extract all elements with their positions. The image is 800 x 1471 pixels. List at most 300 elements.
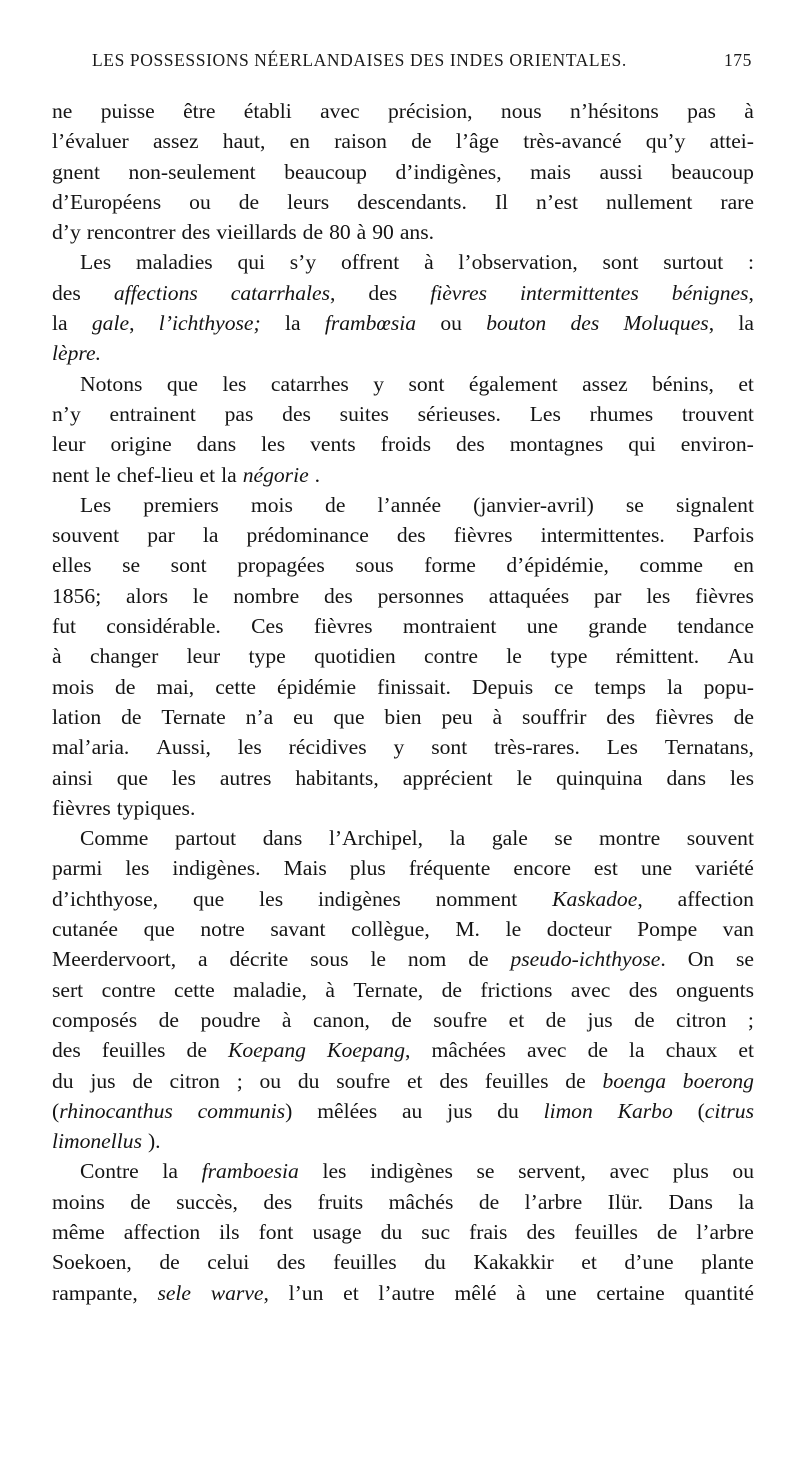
word: par	[593, 583, 622, 608]
word: descendants.	[357, 189, 467, 214]
word: cutanée	[52, 917, 118, 942]
word: type	[550, 644, 588, 669]
word: beaucoup	[284, 159, 367, 184]
word: d’Européens	[52, 189, 162, 214]
word: de	[159, 1250, 180, 1275]
word: communis)	[197, 1098, 293, 1123]
word: la	[738, 311, 754, 336]
word: et	[508, 1007, 525, 1032]
word: frictions	[480, 977, 553, 1002]
word: de	[565, 1068, 586, 1093]
word: des	[526, 1219, 556, 1244]
word: environ-	[680, 432, 754, 457]
word: décrite	[229, 947, 289, 972]
text-line	[52, 399, 754, 429]
text-line	[52, 793, 754, 823]
word: de	[325, 492, 346, 517]
word: dans	[196, 432, 237, 457]
word: la	[449, 826, 466, 851]
word: sert	[52, 977, 84, 1002]
word: du	[424, 1250, 446, 1275]
word: citron	[676, 1007, 727, 1032]
word: de	[121, 704, 142, 729]
word: ou	[440, 311, 462, 336]
text-line	[52, 1066, 754, 1096]
word: temps	[594, 674, 646, 699]
word: la	[52, 311, 68, 336]
word: des	[52, 1038, 81, 1063]
word: van	[722, 917, 754, 942]
word: ne	[52, 99, 73, 123]
word: notre	[200, 917, 245, 942]
word: avec	[609, 1159, 650, 1184]
word: que	[166, 371, 199, 396]
word: gale,	[91, 311, 135, 336]
word: que	[116, 765, 148, 790]
word: soufre	[433, 1007, 488, 1032]
word: gnent	[52, 159, 100, 184]
word: que	[193, 886, 225, 911]
word: de	[238, 189, 260, 214]
word: montre	[599, 826, 661, 851]
word: l’année	[377, 492, 442, 517]
word: aussi	[599, 159, 643, 184]
word: une	[545, 1280, 577, 1305]
word: font	[258, 1219, 294, 1244]
word: catarrhales,	[230, 280, 336, 305]
word: le	[505, 917, 522, 942]
text-line	[52, 914, 754, 944]
word: nom	[407, 947, 447, 972]
word: de	[656, 1219, 678, 1244]
word: le	[95, 462, 111, 487]
word: de	[132, 1068, 153, 1093]
word: Karbo	[617, 1098, 673, 1123]
word: pas	[687, 99, 716, 123]
word: de	[733, 704, 754, 729]
word: bénins,	[652, 371, 714, 396]
word: rhumes	[589, 401, 654, 426]
word: moins	[52, 1189, 105, 1214]
word: à	[744, 99, 754, 123]
word: 90	[372, 220, 394, 245]
text-line	[52, 1096, 754, 1126]
word: d’épidémie,	[506, 553, 609, 578]
word: Ilür.	[607, 1189, 644, 1214]
word: fièvres	[695, 583, 754, 608]
word: de	[634, 1007, 655, 1032]
word: considérable.	[106, 614, 221, 639]
word: boerong	[682, 1068, 754, 1093]
word: Ternatans,	[664, 735, 754, 760]
word: avec	[320, 99, 360, 123]
word: une	[640, 856, 673, 881]
word: Aussi,	[156, 735, 211, 760]
text-line	[52, 732, 754, 762]
word: Pompe	[637, 917, 698, 942]
word: affection	[677, 886, 754, 911]
word: Les	[80, 250, 112, 275]
word: maladies	[135, 250, 213, 275]
word: y	[393, 735, 405, 760]
word: la	[202, 523, 219, 548]
word: de	[478, 1189, 500, 1214]
word: l’Archipel,	[328, 826, 424, 851]
word: de	[468, 947, 489, 972]
word: les	[261, 432, 286, 457]
word: (rhinocanthus	[52, 1098, 173, 1123]
word: indigènes.	[172, 856, 261, 881]
word: rampante,	[52, 1280, 138, 1305]
word: indigènes	[318, 886, 401, 911]
word: boenga	[602, 1068, 667, 1093]
word: servent,	[518, 1159, 586, 1184]
word: Mais	[283, 856, 327, 881]
word: du	[497, 1098, 519, 1123]
word: s’y	[289, 250, 317, 275]
word: frais	[469, 1219, 508, 1244]
word: maladie,	[233, 977, 307, 1002]
word: à	[424, 250, 434, 275]
word: limon	[543, 1098, 593, 1123]
word: de	[391, 1007, 412, 1032]
word: se	[476, 1159, 495, 1184]
word: qui	[628, 432, 656, 457]
word: Koepang	[227, 1038, 306, 1063]
word: établi	[243, 99, 292, 123]
text-line	[52, 1005, 754, 1035]
word: très-avancé	[523, 129, 622, 154]
word: sont	[170, 553, 207, 578]
word: plus	[672, 1159, 709, 1184]
word: souvent	[52, 523, 120, 548]
word: mêlé	[454, 1280, 497, 1305]
word: sont	[431, 735, 468, 760]
word: ou	[259, 1068, 282, 1093]
text-line	[52, 460, 754, 490]
text-line	[52, 126, 754, 156]
word: récidives	[288, 735, 367, 760]
word: certaine	[596, 1280, 665, 1305]
word: des	[276, 1250, 306, 1275]
word: nullement	[606, 189, 693, 214]
text-line	[52, 490, 754, 520]
word: bouton	[486, 311, 547, 336]
word: à	[356, 220, 367, 245]
word: premiers	[143, 492, 219, 517]
word: la	[666, 674, 683, 699]
word: souffrir	[522, 704, 587, 729]
word: que	[333, 704, 365, 729]
word: parmi	[52, 856, 103, 881]
word: du	[52, 1068, 74, 1093]
word: avec	[526, 1038, 567, 1063]
text-line	[52, 278, 754, 308]
word: propagées	[237, 553, 325, 578]
word: le	[506, 644, 522, 669]
word: signalent	[676, 492, 754, 517]
word: l’arbre	[524, 1189, 583, 1214]
word: partout	[174, 826, 237, 851]
word: eu	[293, 704, 314, 729]
word: et	[406, 1068, 423, 1093]
word: quinquina	[556, 765, 643, 790]
word: Soekoen,	[52, 1250, 132, 1275]
word: des	[628, 977, 658, 1002]
word: la	[738, 1189, 754, 1214]
word: M.	[455, 917, 480, 942]
word: bénignes,	[671, 280, 754, 305]
word: jus	[90, 1068, 116, 1093]
word: à	[492, 704, 503, 729]
word: affection	[123, 1219, 201, 1244]
word: le	[192, 583, 209, 608]
word: sérieuses.	[417, 401, 501, 426]
word: du	[297, 1068, 320, 1093]
word: mal’aria.	[52, 735, 130, 760]
word: attei-	[709, 129, 754, 154]
word: quantité	[684, 1280, 754, 1305]
word: rencontrer	[86, 220, 176, 245]
word: ou	[732, 1159, 754, 1184]
word: avec	[570, 977, 611, 1002]
word: se	[122, 553, 141, 578]
word: de	[587, 1038, 608, 1063]
word: nent	[52, 462, 90, 487]
word: des	[282, 401, 311, 426]
word: et	[738, 1038, 754, 1063]
word: et	[738, 371, 754, 396]
word: des	[323, 583, 353, 608]
word: Depuis	[471, 674, 534, 699]
word: souvent	[686, 826, 754, 851]
word: mois	[52, 674, 94, 699]
word: affections	[113, 280, 198, 305]
text-line	[52, 157, 754, 187]
word: Ternate	[161, 704, 226, 729]
word: trouvent	[681, 401, 754, 426]
running-title: LES POSSESSIONS NÉERLANDAISES DES INDES ORIENTALES.	[92, 50, 627, 70]
word: variété	[695, 856, 754, 881]
word: alors	[126, 583, 168, 608]
word: des	[439, 1068, 469, 1093]
word: de	[130, 1189, 151, 1214]
word: forme	[424, 553, 476, 578]
word: Ternate,	[353, 977, 424, 1002]
word: nombre	[233, 583, 300, 608]
word: suc	[421, 1219, 451, 1244]
word: se	[625, 492, 644, 517]
word: intermittentes	[520, 280, 639, 305]
text-line	[52, 308, 754, 338]
word: du	[380, 1219, 403, 1244]
word: raison	[334, 129, 387, 154]
word: onguents	[676, 977, 754, 1002]
word: les	[729, 765, 754, 790]
word: des	[52, 280, 81, 305]
text-line	[52, 853, 754, 883]
text-line	[52, 550, 754, 580]
word: se	[554, 826, 573, 851]
word: à	[281, 1007, 292, 1032]
word: cette	[173, 977, 215, 1002]
word: l’arbre	[696, 1219, 754, 1244]
word: peu	[441, 704, 473, 729]
word: comme	[639, 553, 704, 578]
word: la	[284, 311, 301, 336]
word: fréquente	[408, 856, 491, 881]
word: Contre	[80, 1159, 139, 1184]
word: des	[263, 1189, 293, 1214]
word: celui	[207, 1250, 250, 1275]
word: ans.	[399, 220, 435, 245]
word: frambœsia	[324, 311, 417, 336]
word: habitants,	[295, 765, 379, 790]
word: feuilles	[574, 1219, 638, 1244]
word: Les	[606, 735, 638, 760]
word: 80	[329, 220, 351, 245]
text-line	[52, 187, 754, 217]
word: n’hésitons	[570, 99, 659, 123]
word: succès,	[176, 1189, 238, 1214]
word: assez	[582, 371, 628, 396]
word: Comme	[80, 826, 149, 851]
word: popu-	[703, 674, 754, 699]
text-line	[52, 217, 754, 247]
word: bien	[384, 704, 422, 729]
word: en	[733, 553, 754, 578]
word: qu’y	[645, 129, 686, 154]
word: en	[289, 129, 310, 154]
word: des	[455, 432, 485, 457]
word: type	[248, 644, 286, 669]
word: assez	[152, 129, 199, 154]
word: quotidien	[314, 644, 396, 669]
text-line	[52, 1217, 754, 1247]
word: des	[396, 523, 426, 548]
word: (citrus	[697, 1098, 754, 1123]
word: vieillards	[216, 220, 297, 245]
text-line	[52, 975, 754, 1005]
word: la	[629, 1038, 645, 1063]
word: nomment	[435, 886, 518, 911]
word: contre	[424, 644, 478, 669]
word: intermittentes.	[540, 523, 665, 548]
word: d’y	[52, 220, 81, 245]
word: Kaskadoe,	[552, 886, 643, 911]
word: attaquées	[488, 583, 570, 608]
word: feuilles	[101, 1038, 166, 1063]
word: mêlées	[317, 1098, 378, 1123]
word: non-seulement	[128, 159, 256, 184]
text-line	[52, 1126, 754, 1156]
word: également	[468, 371, 558, 396]
word: Les	[80, 492, 112, 517]
word: n’y	[52, 401, 81, 426]
page-number: 175	[723, 50, 752, 70]
word: pas	[224, 401, 254, 426]
word: fièvres	[313, 614, 373, 639]
word: Les	[529, 401, 561, 426]
word: limonellus ).	[52, 1129, 161, 1154]
word: de	[302, 220, 324, 245]
text-line	[52, 581, 754, 611]
word: ;	[236, 1068, 243, 1093]
word: catarrhes	[270, 371, 349, 396]
word: rare	[720, 189, 754, 214]
text-line	[52, 1035, 754, 1065]
word: rémittent.	[615, 644, 700, 669]
word: pseudo-ichthyose.	[510, 947, 666, 972]
text-line	[52, 611, 754, 641]
word: a	[198, 947, 208, 972]
word: est	[593, 856, 618, 881]
word: négorie .	[242, 462, 321, 487]
word: l’évaluer	[52, 129, 129, 154]
word: Dans	[668, 1189, 713, 1214]
word: origine	[110, 432, 172, 457]
word: feuilles	[333, 1250, 397, 1275]
word: d’indigènes,	[395, 159, 502, 184]
word: Moluques,	[623, 311, 715, 336]
word: très-rares.	[494, 735, 580, 760]
word: et	[343, 1280, 359, 1305]
text-line	[52, 1156, 754, 1186]
word: jus	[587, 1007, 613, 1032]
word: typiques.	[116, 795, 196, 820]
word: les	[646, 583, 671, 608]
word: sous	[310, 947, 349, 972]
word: autres	[219, 765, 272, 790]
word: mâchées	[431, 1038, 506, 1063]
word: nous	[500, 99, 542, 123]
word: warve,	[210, 1280, 269, 1305]
word: plus	[349, 856, 386, 881]
body-text	[52, 96, 754, 1308]
word: framboesia	[201, 1159, 299, 1184]
text-line	[52, 1187, 754, 1217]
word: de	[545, 1007, 567, 1032]
word: qui	[237, 250, 266, 275]
word: beaucoup	[671, 159, 754, 184]
word: de	[411, 129, 432, 154]
word: à	[516, 1280, 526, 1305]
word: tendance	[677, 614, 754, 639]
word: dans	[666, 765, 707, 790]
word: montraient	[402, 614, 497, 639]
word: de	[158, 1007, 180, 1032]
word: ou	[189, 189, 211, 214]
word: la	[162, 1159, 179, 1184]
word: composés	[52, 1007, 138, 1032]
word: des	[606, 704, 636, 729]
word: les	[259, 886, 284, 911]
word: vents	[310, 432, 356, 457]
word: l’observation,	[458, 250, 578, 275]
word: une	[526, 614, 558, 639]
word: ;	[747, 1007, 754, 1032]
word: à	[325, 977, 335, 1002]
word: mais	[530, 159, 571, 184]
word: au	[401, 1098, 423, 1123]
word: fruits	[317, 1189, 364, 1214]
word: personnes	[377, 583, 464, 608]
word: même	[52, 1219, 105, 1244]
word: et	[581, 1250, 597, 1275]
word: ils	[219, 1219, 240, 1244]
word: fièvres	[430, 280, 487, 305]
word: par	[147, 523, 175, 548]
